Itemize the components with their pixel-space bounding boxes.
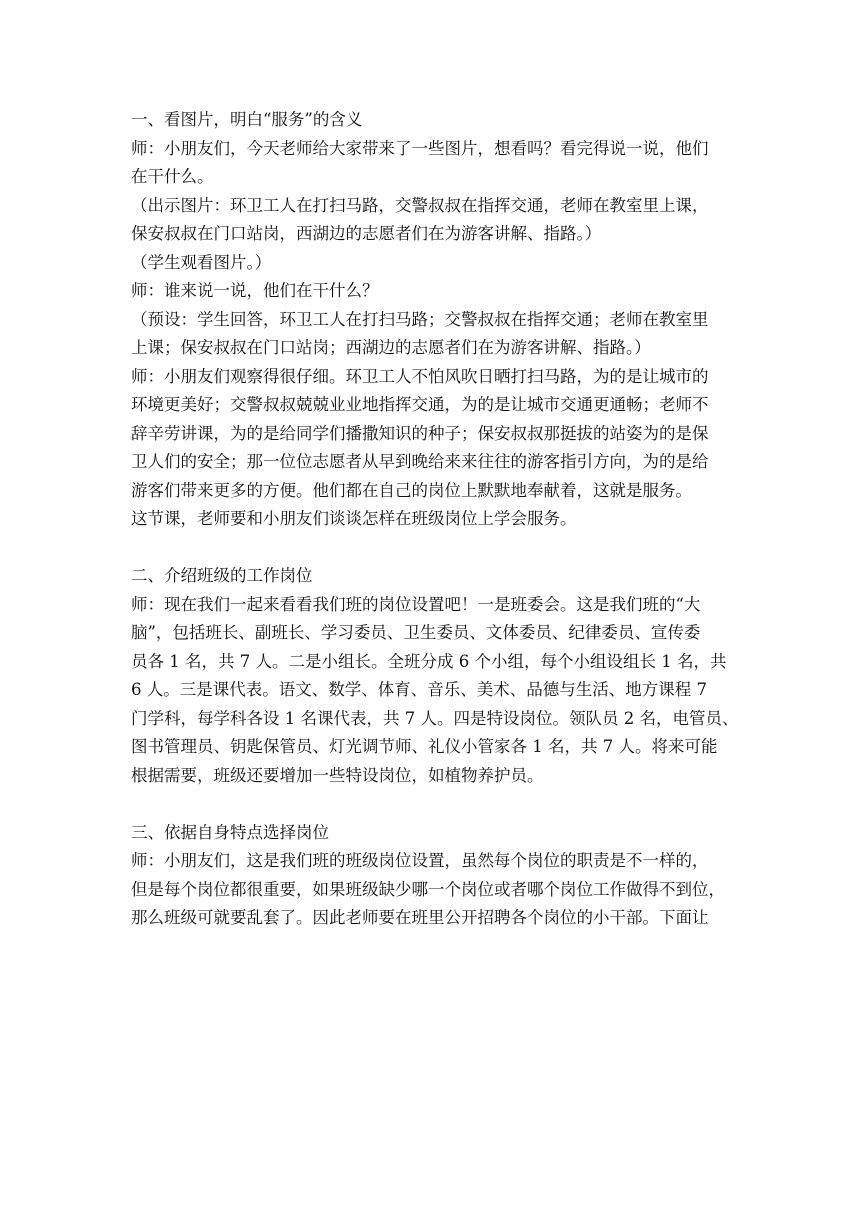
paragraph-line: （学生观看图片。）: [131, 252, 272, 272]
paragraph-line: 师：现在我们一起来看看我们班的岗位设置吧！一是班委会。这是我们班的“大: [131, 594, 701, 614]
paragraph-line: 图书管理员、钥匙保管员、灯光调节师、礼仪小管家各 1 名，共 7 人。将来可能: [131, 737, 718, 756]
paragraph-line: （预设：学生回答，环卫工人在打扫马路；交警叔叔在指挥交通；老师在教室里: [131, 309, 709, 329]
paragraph-line: 在干什么。: [131, 167, 214, 186]
paragraph-line: 员各 1 名，共 7 人。二是小组长。全班分成 6 个小组，每个小组设组长 1 名，共: [131, 651, 727, 671]
paragraph-line: 6 人。三是课代表。语文、数学、体育、音乐、美术、品德与生活、地方课程 7: [131, 680, 707, 699]
paragraph-line: 这节课，老师要和小朋友们谈谈怎样在班级岗位上学会服务。: [131, 509, 577, 528]
paragraph-line: （出示图片：环卫工人在打扫马路，交警叔叔在指挥交通，老师在教室里上课，: [131, 195, 709, 215]
section-1: [131, 106, 741, 534]
section-heading: 一、看图片，明白“服务”的含义: [131, 110, 363, 129]
paragraph-line: 卫人们的安全；那一位位志愿者从早到晚给来来往往的游客指引方向，为的是给: [131, 452, 709, 471]
paragraph-line: 游客们带来更多的方便。他们都在自己的岗位上默默地奉献着，这就是服务。: [131, 480, 692, 500]
paragraph-line: 保安叔叔在门口站岗，西湖边的志愿者们在为游客讲解、指路。）: [131, 224, 602, 243]
section-spacer: [131, 790, 741, 819]
paragraph-line: 根据需要，班级还要增加一些特设岗位，如植物养护员。: [131, 765, 544, 785]
section-heading: 二、介绍班级的工作岗位: [131, 566, 313, 585]
paragraph-line: 门学科，每学科各设 1 名课代表，共 7 人。四是特设岗位。领队员 2 名，电管员、: [131, 708, 739, 728]
paragraph-line: 辞辛劳讲课，为的是给同学们播撒知识的种子；保安叔叔那挺拔的站姿为的是保: [131, 423, 709, 443]
paragraph-line: 师：小朋友们，今天老师给大家带来了一些图片，想看吗？看完得说一说，他们: [131, 138, 709, 158]
paragraph-line: 上课；保安叔叔在门口站岗；西湖边的志愿者们在为游客讲解、指路。）: [131, 338, 651, 357]
section-2: [131, 562, 741, 790]
paragraph-line: 师：小朋友们，这是我们班的班级岗位设置，虽然每个岗位的职责是不一样的，: [131, 851, 709, 870]
section-3: [131, 819, 741, 933]
document-body: [131, 106, 741, 933]
paragraph-line: 但是每个岗位都很重要，如果班级缺少哪一个岗位或者哪个岗位工作做得不到位，: [131, 879, 725, 899]
paragraph-line: 师：谁来说一说，他们在干什么？: [131, 281, 379, 300]
paragraph-line: 脑”，包括班长、副班长、学习委员、卫生委员、文体委员、纪律委员、宣传委: [131, 623, 701, 642]
section-spacer: [131, 534, 741, 563]
section-heading: 三、依据自身特点选择岗位: [131, 822, 329, 842]
paragraph-line: 环境更美好；交警叔叔兢兢业业地指挥交通，为的是让城市交通更通畅；老师不: [131, 395, 709, 414]
paragraph-line: 师：小朋友们观察得很仔细。环卫工人不怕风吹日晒打扫马路，为的是让城市的: [131, 366, 709, 386]
paragraph-line: 那么班级可就要乱套了。因此老师要在班里公开招聘各个岗位的小干部。下面让: [131, 908, 709, 927]
